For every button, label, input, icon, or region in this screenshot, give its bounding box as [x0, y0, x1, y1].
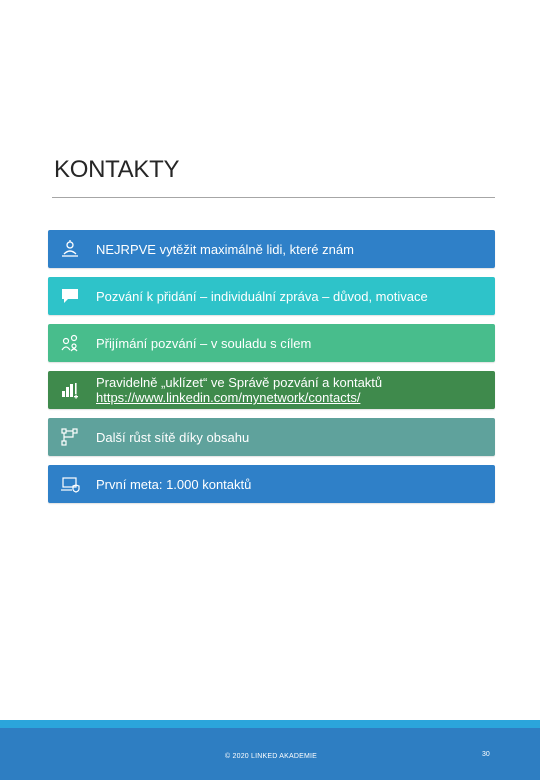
list-item-text: Pravidelně „uklízet“ ve Správě pozvání a kontaktů	[96, 375, 383, 390]
speech-bubble-icon	[58, 284, 82, 308]
list-item-text: Přijímání pozvání – v souladu s cílem	[96, 335, 312, 351]
list-item-text: Pozvání k přidání – individuální zpráva – důvod, motivace	[96, 288, 428, 304]
person-presenting-icon	[58, 237, 82, 261]
list-item-invitation	[48, 277, 495, 315]
title-divider	[52, 197, 495, 198]
list-item-text: První meta: 1.000 kontaktů	[96, 476, 252, 492]
list-item-accepting	[48, 324, 495, 362]
list-item-content	[96, 375, 382, 405]
list-item-growth	[48, 418, 495, 456]
page-number: 30	[482, 751, 490, 758]
people-network-icon	[58, 331, 82, 355]
list-item-text: Další růst sítě díky obsahu	[96, 429, 250, 445]
footer-accent-band	[0, 720, 540, 728]
list-item-first-contacts	[48, 230, 495, 268]
footer-copyright: © 2020 LINKED AKADEMIE	[225, 753, 318, 760]
laptop-shield-icon	[58, 472, 82, 496]
list-item-cleanup	[48, 371, 495, 409]
bar-chart-plus-icon	[58, 378, 82, 402]
list-item-text: NEJRPVE vytěžit maximálně lidi, které znám	[96, 241, 354, 257]
hierarchy-icon	[58, 425, 82, 449]
page-title: KONTAKTY	[54, 156, 180, 183]
contacts-link[interactable]: https://www.linkedin.com/mynetwork/contacts/	[96, 390, 361, 405]
list-item-goal	[48, 465, 495, 503]
footer	[0, 720, 540, 780]
